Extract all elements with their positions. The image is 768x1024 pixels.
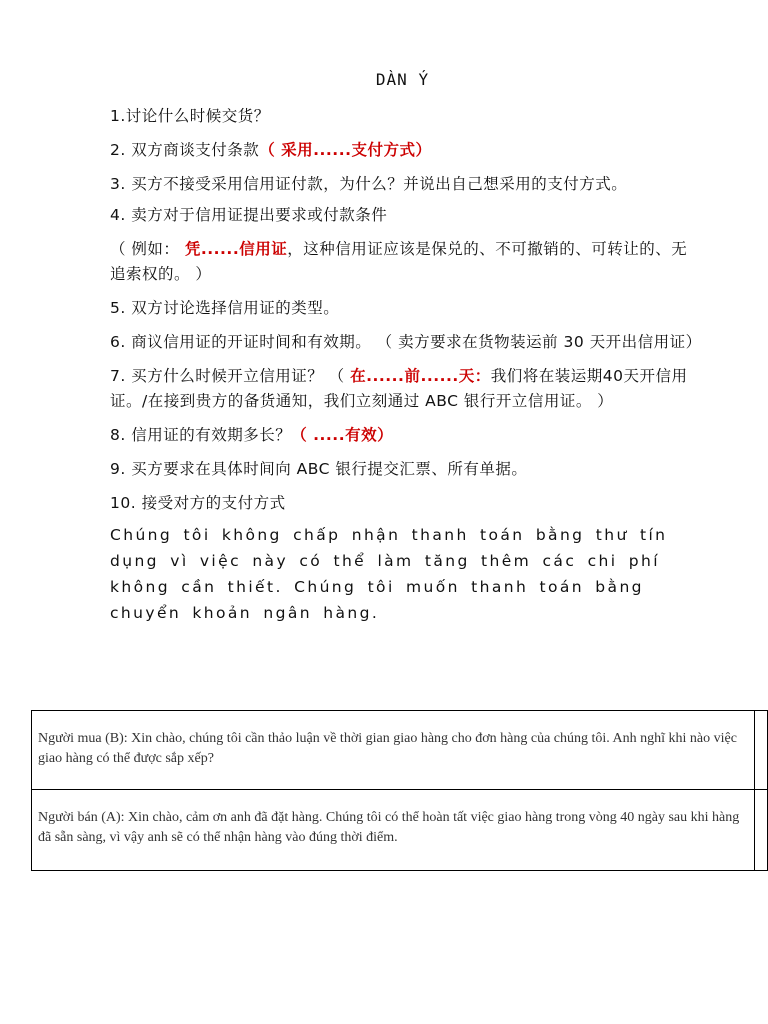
outline-item-3 <box>110 172 702 197</box>
speaker-text: Xin chào, chúng tôi cần thảo luận về thời gian giao hàng cho đơn hàng của chúng tôi. Anh nghĩ khi nào việc giao hàng có thể được sắp xếp? <box>38 731 737 766</box>
dialogue-row-seller <box>32 790 768 871</box>
example-suffix: ，这种信用证应该是保兑的、不可撤销的、可转让的、无追索权的。 ） <box>110 240 688 283</box>
outline-item-10 <box>110 491 702 516</box>
dialogue-cell <box>32 790 755 871</box>
outline-item-9 <box>110 457 702 482</box>
item-highlight: 在......前......天： <box>350 367 491 385</box>
item-number: 2. <box>110 141 126 159</box>
item-number: 8. <box>110 426 126 444</box>
item-number: 9. <box>110 460 126 478</box>
outline-item-7 <box>110 364 702 414</box>
item-text: 信用证的有效期多长？ <box>131 426 292 444</box>
item-text: 双方商谈支付条款 <box>131 141 260 159</box>
example-prefix: （ 例如： <box>110 240 180 258</box>
dialogue-cell <box>32 711 755 790</box>
item-text: 双方讨论选择信用证的类型。 <box>131 299 340 317</box>
item-text: 商议信用证的开证时间和有效期。 （ 卖方要求在货物装运前 30 天开出信用证） <box>131 333 702 351</box>
item-text: 买方不接受采用信用证付款，为什么？并说出自己想采用的支付方式。 <box>131 175 628 193</box>
item-number: 7. <box>110 367 126 385</box>
outline-item-5 <box>110 296 702 321</box>
vietnamese-answer: Chúng tôi không chấp nhận thanh toán bằng thư tín dụng vì việc này có thể làm tăng thêm các chi phí không cần thiết. Chúng tôi muốn thanh toán bằng chuyển khoản ngân hàng. <box>110 526 668 622</box>
item-text: 买方什么时候开立信用证？ （ <box>131 367 345 385</box>
speaker-label: Người mua (B): <box>38 731 128 746</box>
speaker-label: Người bán (A): <box>38 810 125 825</box>
item-highlight: 凭......信用证 <box>184 240 288 258</box>
dialogue-row-buyer <box>32 711 768 790</box>
outline-item-6 <box>110 330 702 355</box>
item-number: 4. <box>110 206 126 224</box>
item-text: 接受对方的支付方式 <box>141 494 286 512</box>
item-highlight: （ 采用......支付方式） <box>259 141 432 159</box>
outline-item-1 <box>110 104 702 129</box>
item-number: 10. <box>110 494 137 512</box>
outline-item-4 <box>110 203 702 228</box>
outline-item-2 <box>110 138 702 163</box>
speaker-text: Xin chào, cảm ơn anh đã đặt hàng. Chúng tôi có thể hoàn tất việc giao hàng trong vòng 40 ngày sau khi hàng đã sẵn sàng, vì vậy anh sẽ có thể nhận hàng vào đúng thời điểm. <box>38 810 740 845</box>
page-title: DÀN Ý <box>375 70 430 89</box>
dialogue-table <box>31 710 768 871</box>
outline-item-8 <box>110 423 702 448</box>
side-cell <box>755 711 768 790</box>
item-text: 买方要求在具体时间向 ABC 银行提交汇票、所有单据。 <box>131 460 528 478</box>
item-highlight: （ .....有效） <box>291 426 394 444</box>
item-number: 3. <box>110 175 126 193</box>
outline-list <box>110 104 702 626</box>
side-cell <box>755 790 768 871</box>
item-number: 6. <box>110 333 126 351</box>
item-number: 5. <box>110 299 126 317</box>
item-text: 讨论什么时候交货？ <box>125 107 270 125</box>
item-number: 1. <box>110 107 126 125</box>
item-suffix: 我们将在装运期40天开信用证。/在接到贵方的备货通知，我们立刻通过 ABC 银行开立信用证。 ） <box>110 367 688 410</box>
outline-item-4-example <box>110 237 702 287</box>
item-text: 卖方对于信用证提出要求或付款条件 <box>131 206 388 224</box>
